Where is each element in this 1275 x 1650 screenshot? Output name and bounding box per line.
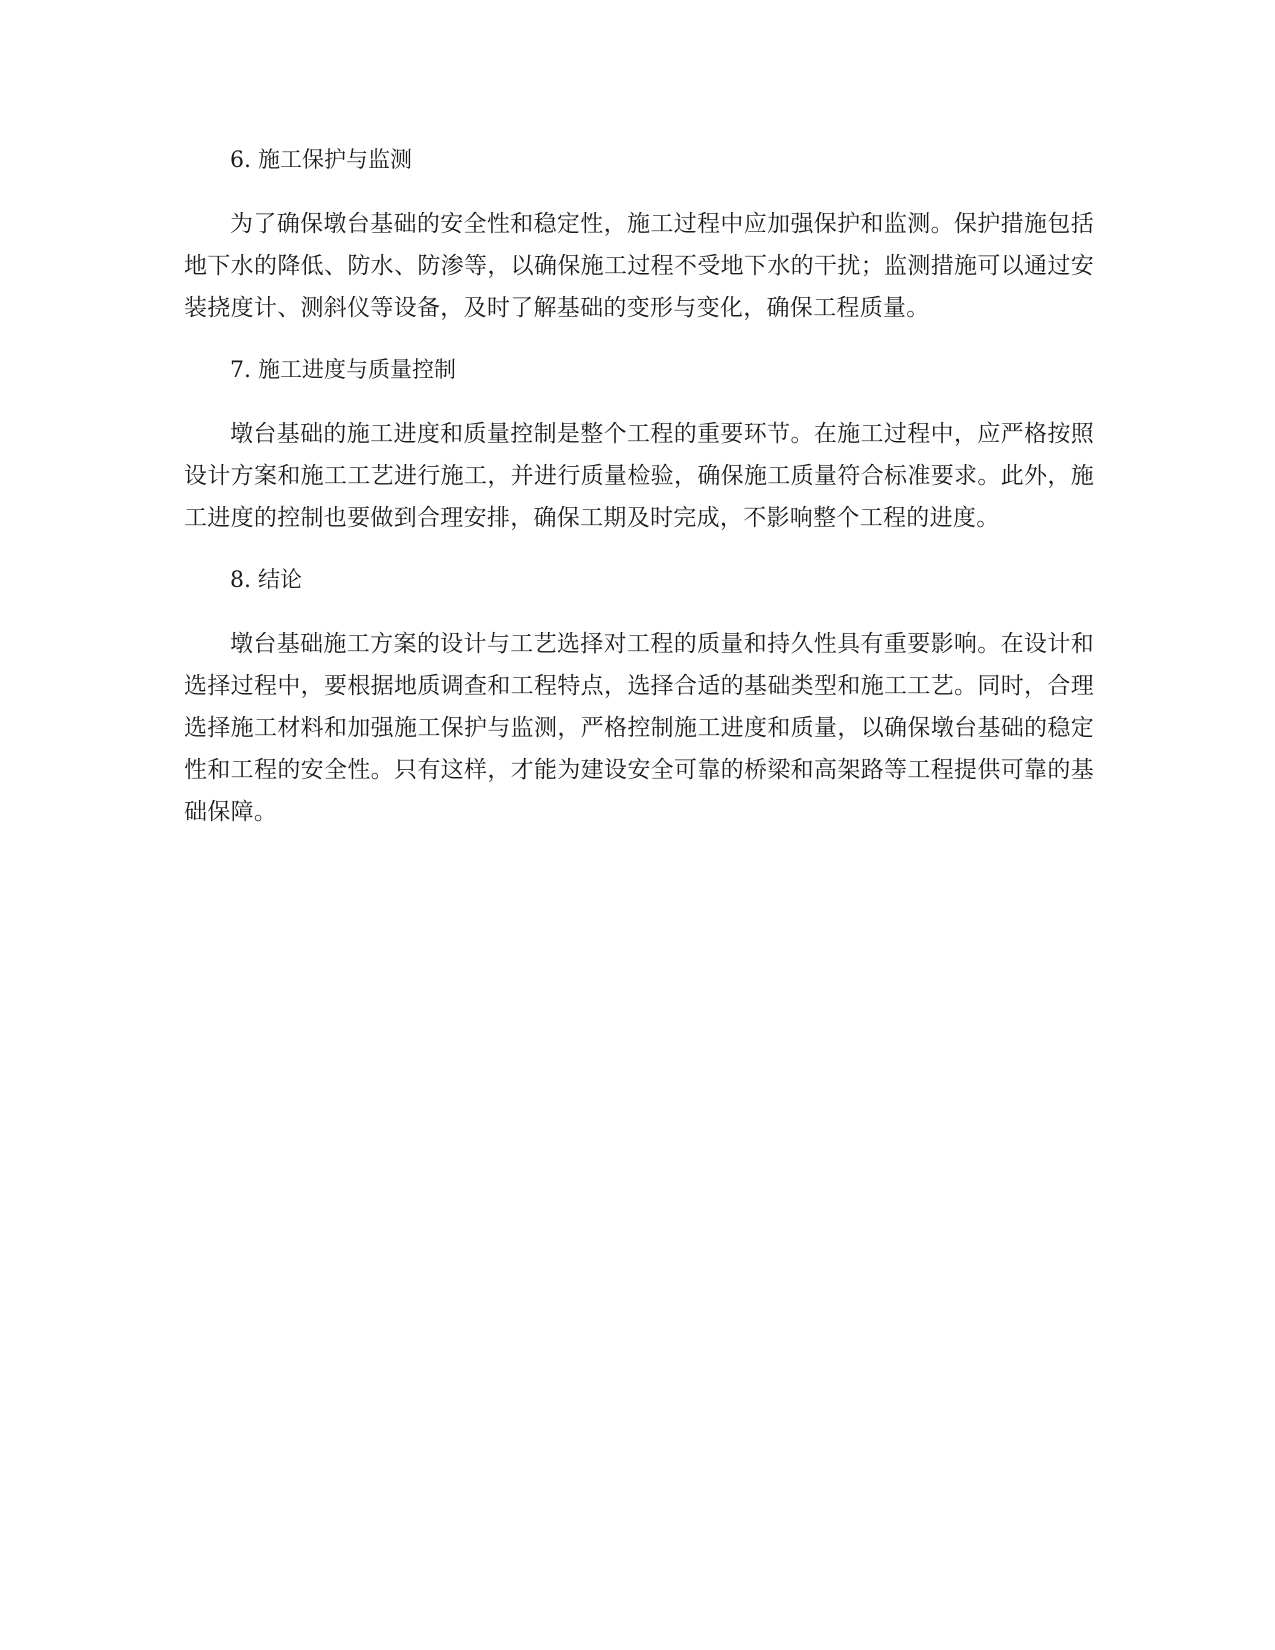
section-paragraph: 为了确保墩台基础的安全性和稳定性，施工过程中应加强保护和监测。保护措施包括地下水的降低、防水、防渗等，以确保施工过程不受地下水的干扰；监测措施可以通过安装挠度计、测斜仪等设备，及时了解基础的变形与变化，确保工程质量。 — [184, 211, 1094, 321]
section-paragraph: 墩台基础的施工进度和质量控制是整个工程的重要环节。在施工过程中，应严格按照设计方案和施工工艺进行施工，并进行质量检验，确保施工质量符合标准要求。此外，施工进度的控制也要做到合理安排，确保工期及时完成，不影响整个工程的进度。 — [184, 421, 1094, 531]
section-paragraph: 墩台基础施工方案的设计与工艺选择对工程的质量和持久性具有重要影响。在设计和选择过程中，要根据地质调查和工程特点，选择合适的基础类型和施工工艺。同时，合理选择施工材料和加强施工保护与监测，严格控制施工进度和质量，以确保墩台基础的稳定性和工程的安全性。只有这样，才能为建设安全可靠的桥梁和高架路等工程提供可靠的基础保障。 — [184, 631, 1094, 825]
section-heading: 7. 施工进度与质量控制 — [230, 358, 456, 383]
section-conclusion — [184, 565, 1094, 833]
section-heading: 6. 施工保护与监测 — [230, 148, 412, 173]
section-progress-quality-control — [184, 355, 1094, 539]
section-construction-protection-monitoring — [184, 145, 1094, 329]
section-heading: 8. 结论 — [230, 568, 302, 593]
document-body — [184, 145, 1094, 859]
